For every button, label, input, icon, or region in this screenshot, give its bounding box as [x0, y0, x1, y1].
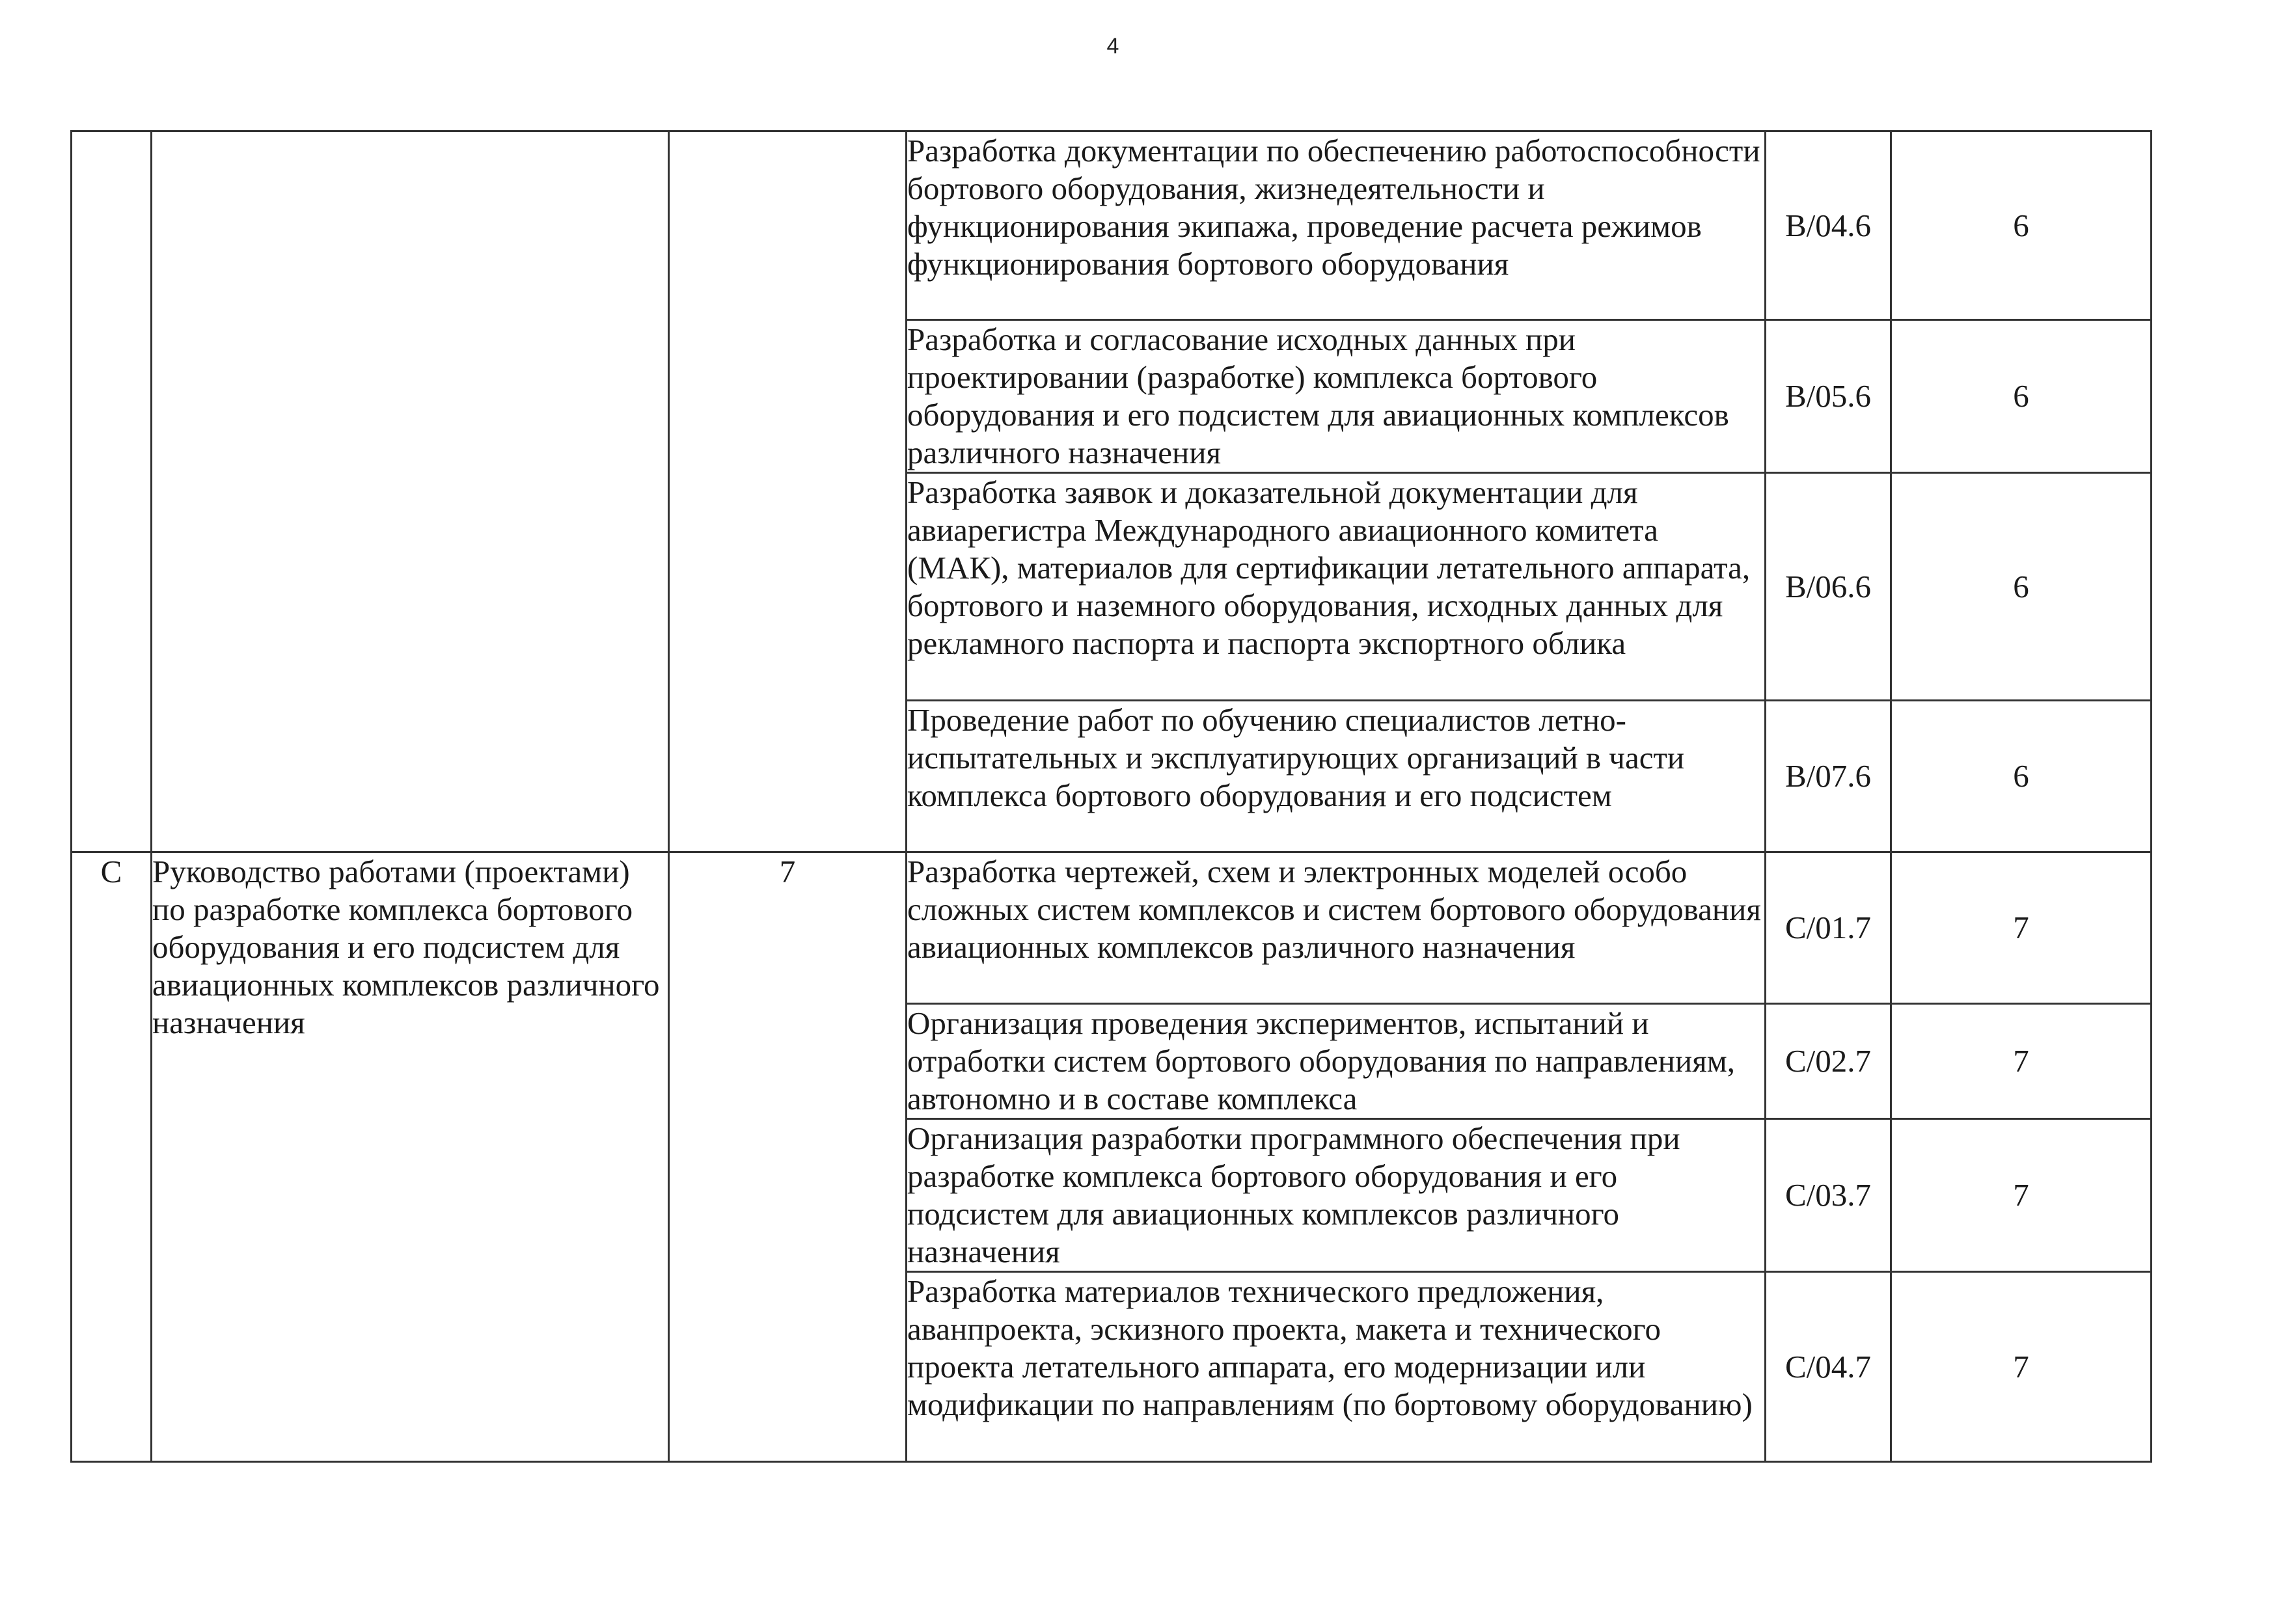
group-b-code-cell	[72, 131, 152, 852]
function-sublevel: 6	[1891, 320, 2152, 473]
function-code: B/07.6	[1766, 701, 1891, 852]
function-name: Проведение работ по обучению специалистов летно-испытательных и эксплуатирующих организаций в части комплекса бортового оборудования и его подсистем	[907, 701, 1766, 852]
table-row	[72, 852, 2152, 1004]
function-sublevel: 6	[1891, 701, 2152, 852]
function-name: Разработка материалов технического предложения, аванпроекта, эскизного проекта, макета и технического проекта летательного аппарата, его модернизации или модификации по направлениям (по бортовому оборудованию)	[907, 1272, 1766, 1462]
function-name: Разработка и согласование исходных данных при проектировании (разработке) комплекса бортового оборудования и его подсистем для авиационных комплексов различного назначения	[907, 320, 1766, 473]
function-name: Разработка документации по обеспечению работоспособности бортового оборудования, жизнедеятельности и функционирования экипажа, проведение расчета режимов функционирования бортового оборудования	[907, 131, 1766, 320]
group-c-name: Руководство работами (проектами) по разработке комплекса бортового оборудования и его подсистем для авиационных комплексов различного назначения	[152, 852, 669, 1462]
page-number: 4	[1106, 34, 1119, 59]
function-code: C/03.7	[1766, 1119, 1891, 1272]
group-c-code: C	[72, 852, 152, 1462]
function-sublevel: 7	[1891, 1119, 2152, 1272]
function-code: C/02.7	[1766, 1004, 1891, 1119]
function-code: B/06.6	[1766, 473, 1891, 701]
functions-table	[70, 130, 2152, 1463]
function-code: B/05.6	[1766, 320, 1891, 473]
group-b-name-cell	[152, 131, 669, 852]
group-c-level: 7	[669, 852, 907, 1462]
function-sublevel: 7	[1891, 852, 2152, 1004]
function-sublevel: 7	[1891, 1272, 2152, 1462]
function-name: Разработка заявок и доказательной документации для авиарегистра Международного авиационного комитета (МАК), материалов для сертификации летательного аппарата, бортового и наземного оборудования, исходных данных для рекламного паспорта и паспорта экспортного облика	[907, 473, 1766, 701]
function-name: Организация разработки программного обеспечения при разработке комплекса бортового оборудования и его подсистем для авиационных комплексов различного назначения	[907, 1119, 1766, 1272]
table-row	[72, 131, 2152, 320]
function-sublevel: 7	[1891, 1004, 2152, 1119]
function-code: C/01.7	[1766, 852, 1891, 1004]
group-b-level-cell	[669, 131, 907, 852]
function-sublevel: 6	[1891, 473, 2152, 701]
function-sublevel: 6	[1891, 131, 2152, 320]
function-code: B/04.6	[1766, 131, 1891, 320]
function-name: Организация проведения экспериментов, испытаний и отработки систем бортового оборудования по направлениям, автономно и в составе комплекса	[907, 1004, 1766, 1119]
function-code: C/04.7	[1766, 1272, 1891, 1462]
function-name: Разработка чертежей, схем и электронных моделей особо сложных систем комплексов и систем бортового оборудования авиационных комплексов различного назначения	[907, 852, 1766, 1004]
